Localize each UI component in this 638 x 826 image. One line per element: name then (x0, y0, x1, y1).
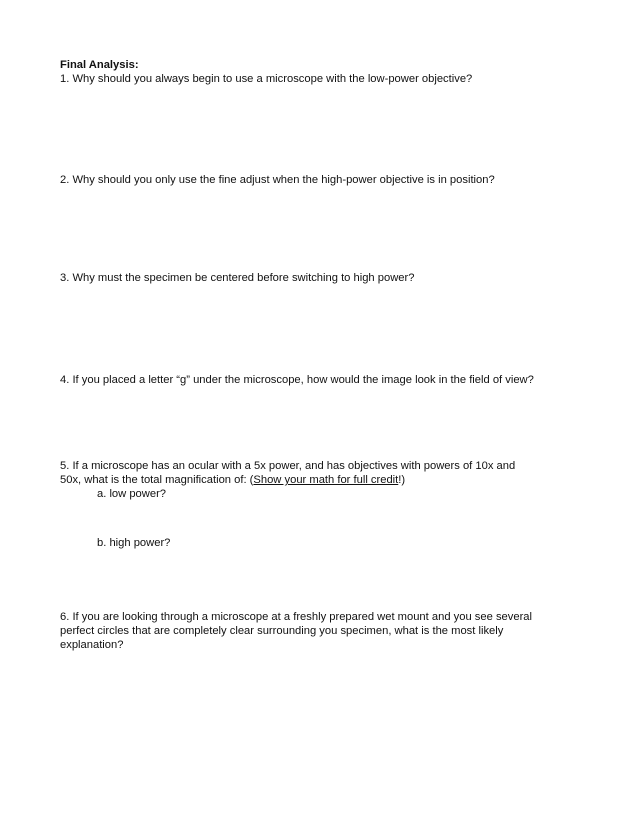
question-6-line-2: perfect circles that are completely clear surrounding you specimen, what is the most likely (60, 625, 504, 637)
question-5-part-b: b. high power? (97, 537, 171, 549)
question-5-line-2-end: !) (398, 474, 406, 486)
question-3 (60, 271, 590, 285)
show-math-note: Show your math for full credit (253, 474, 399, 486)
question-1: 1. Why should you always begin to use a microscope with the low-power objective? (60, 73, 473, 85)
question-5-part-a: a. low power? (97, 488, 167, 500)
question-3-text: 3. Why must the specimen be centered before switching to high power? (60, 272, 415, 284)
question-4 (60, 373, 590, 387)
question-5-line-1: 5. If a microscope has an ocular with a 5x power, and has objectives with powers of 10x and (60, 460, 516, 472)
final-analysis-section (60, 58, 590, 86)
question-5 (60, 459, 590, 501)
question-6-line-1: 6. If you are looking through a microscope at a freshly prepared wet mount and you see several (60, 611, 533, 623)
question-6 (60, 610, 590, 652)
section-title: Final Analysis: (60, 59, 139, 71)
question-4-text: 4. If you placed a letter “g” under the microscope, how would the image look in the field of view? (60, 374, 534, 386)
question-5-line-2-start: 50x, what is the total magnification of: ( (60, 474, 254, 486)
question-5-line-2 (60, 473, 590, 487)
question-6-line-3: explanation? (60, 639, 124, 651)
question-5b (60, 536, 590, 550)
question-2 (60, 173, 590, 187)
question-2-text: 2. Why should you only use the fine adjust when the high-power objective is in position? (60, 174, 495, 186)
